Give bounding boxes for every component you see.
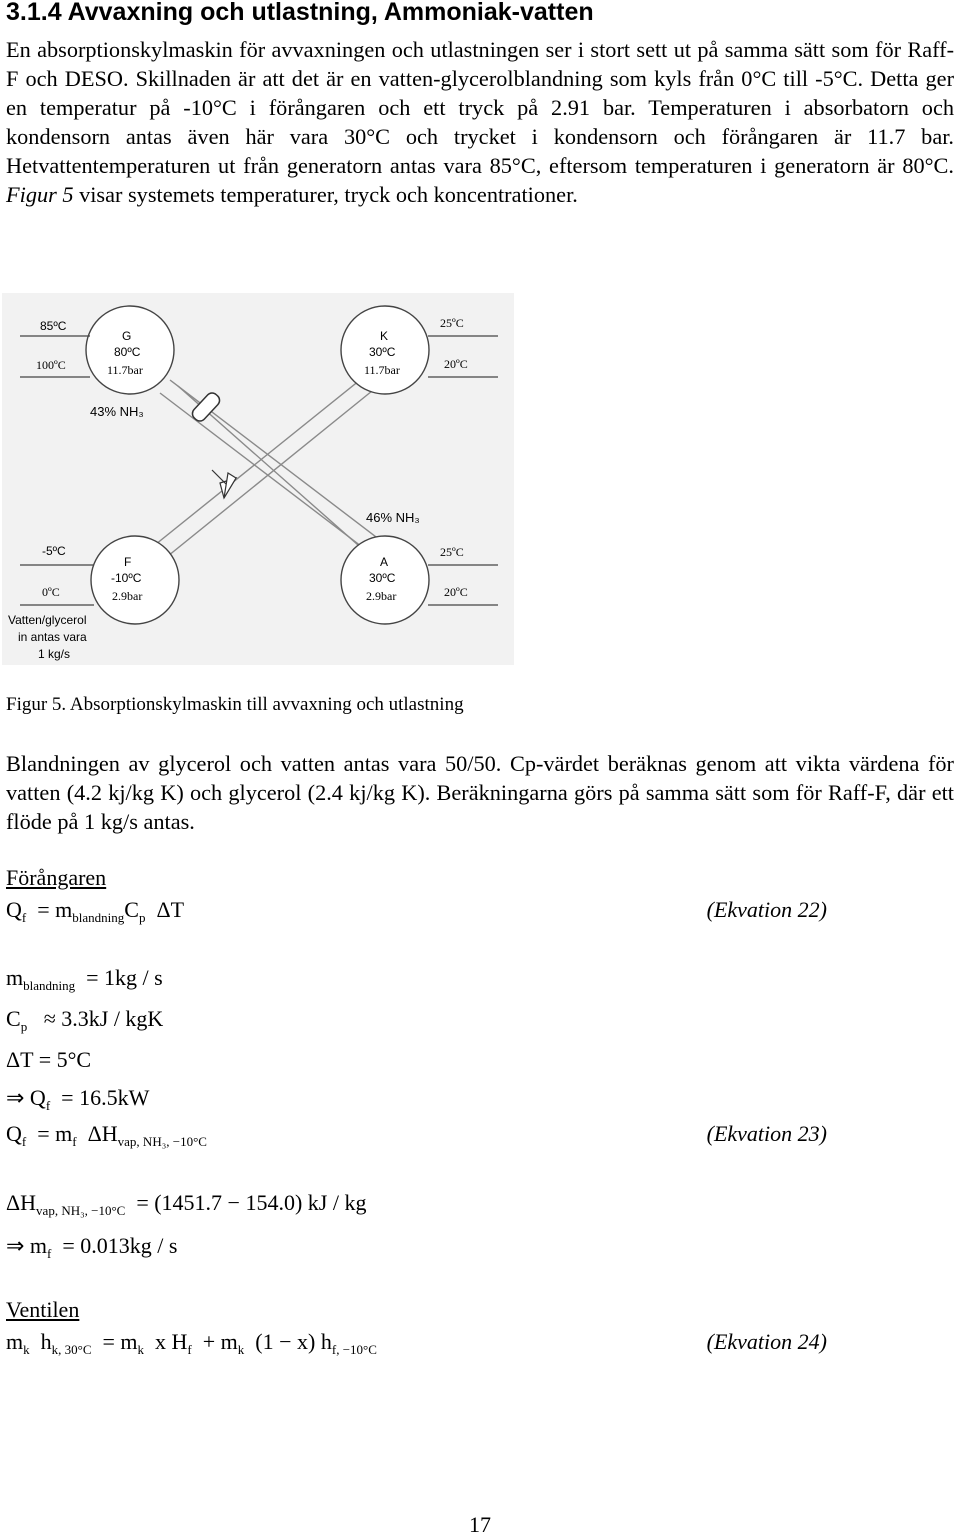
evaporator-brine-in-label: 0ºC — [42, 585, 60, 599]
equation-24-label: (Ekvation 24) — [706, 1329, 827, 1354]
strong-solution-concentration: 46% NH₃ — [366, 510, 420, 525]
condenser-letter: K — [380, 329, 389, 343]
absorber-cw-out-label: 25ºC — [440, 545, 464, 559]
mf-result-value: = 0.013kg / s — [62, 1233, 178, 1258]
absorber-letter: A — [380, 555, 389, 569]
delta-h-value: = (1451.7 − 154.0) kJ / kg — [136, 1190, 367, 1215]
equation-22-label: (Ekvation 22) — [706, 897, 827, 922]
generator-pressure: 11.7bar — [107, 363, 143, 377]
qf-result-value: = 16.5kW — [61, 1085, 150, 1110]
cp-line: $C_p$ ≈ 3.3kJ / kgK — [6, 1006, 164, 1034]
equation-24: $m_k$ $h_{k, 30^\circ C} = m_k$ x $H_f + m_k$ (1 − x) $h_{f, -10^\circ C}$ — [6, 1329, 377, 1357]
condenser-temp: 30ºC — [369, 345, 396, 359]
brine-note-line-1: Vatten/glycerol — [8, 613, 87, 627]
equation-22: $Q_f = m_{blandning}C_p$ ΔT — [6, 897, 185, 925]
delta-t-line: ΔT = 5°C — [6, 1047, 92, 1072]
page-number: 17 — [469, 1512, 491, 1537]
evaporator-letter: F — [124, 555, 132, 569]
evaporator-temp: -10ºC — [111, 571, 142, 585]
equation-23-label: (Ekvation 23) — [706, 1121, 827, 1146]
intro-text: En absorptionskylmaskin för avvaxningen och utlastningen ser i stort sett ut på samma sätt som för Raff-F och DESO. Skillnaden är att det är en vatten-glycerolblandning som kyls från 0°C till -5°C. Detta ger en temperatur på -10°C i förångaren och ett tryck på 2.91 bar. Temperaturen i absorbatorn och kondensorn antas även här vara 30°C och trycket i kondensorn och förångaren är 11.7 bar. Hetvattentemperaturen ut från generatorn antas vara 85°C, eftersom temperaturen i generatorn är 80°C. — [6, 37, 954, 178]
paragraph-2: Blandningen av glycerol och vatten antas vara 50/50. Cp-värdet beräknas genom att vikta värdena för vatten (4.2 kj/kg K) och glycerol (2.4 kj/kg K). Beräkningarna görs på samma sätt som för Raff-F, där ett flöde på 1 kg/s antas. — [6, 751, 954, 834]
section-heading: 3.1.4 Avvaxning och utlastning, Ammoniak-vatten — [6, 0, 594, 26]
absorption-chiller-diagram — [0, 290, 520, 670]
qf-result-line: ⇒ $Q_f = 16.5kW$ — [6, 1085, 150, 1113]
equation-23: $Q_f = m_f$ $\Delta H_{vap, NH_3, -10^\circ C}$ — [6, 1121, 207, 1149]
absorber-cw-in-label: 20ºC — [444, 585, 468, 599]
m-blandning-line: $m_{blandning} = 1kg / s$ — [6, 965, 163, 993]
generator-hot-in-label: 100ºC — [36, 358, 66, 372]
generator-hot-out-label: 85ºC — [40, 319, 67, 333]
absorber-pressure: 2.9bar — [366, 589, 397, 603]
figure-caption: Figur 5. Absorptionskylmaskin till avvaxning och utlastning — [6, 694, 464, 715]
figure-reference[interactable]: Figur 5 — [6, 182, 74, 207]
mf-result-line: ⇒ $m_f = 0.013kg / s$ — [6, 1233, 178, 1261]
section-valve: Ventilen — [6, 1297, 80, 1322]
condenser-pressure: 11.7bar — [364, 363, 400, 377]
generator-letter: G — [122, 329, 132, 343]
intro-tail: visar systemets temperaturer, tryck och koncentrationer. — [73, 182, 578, 207]
intro-paragraph — [6, 35, 954, 209]
absorber-temp: 30ºC — [369, 571, 396, 585]
condenser-cw-in-label: 20ºC — [444, 357, 468, 371]
section-evaporator: Förångaren — [6, 865, 107, 890]
brine-note-line-2: in antas vara — [18, 630, 87, 644]
m-blandning-value: = 1kg / s — [86, 965, 163, 990]
evaporator-brine-out-label: -5ºC — [42, 544, 66, 558]
weak-solution-concentration: 43% NH₃ — [90, 404, 144, 419]
diagram-background — [2, 293, 514, 665]
delta-h-line: $\Delta H_{vap, NH_3, -10^\circ C} = (1451.7 - 154.0)$ kJ / kg — [6, 1190, 367, 1218]
generator-temp: 80ºC — [114, 345, 141, 359]
cp-value: ≈ 3.3kJ / kgK — [43, 1006, 164, 1031]
brine-note-line-3: 1 kg/s — [38, 647, 71, 661]
evaporator-pressure: 2.9bar — [112, 589, 143, 603]
condenser-cw-out-label: 25ºC — [440, 316, 464, 330]
